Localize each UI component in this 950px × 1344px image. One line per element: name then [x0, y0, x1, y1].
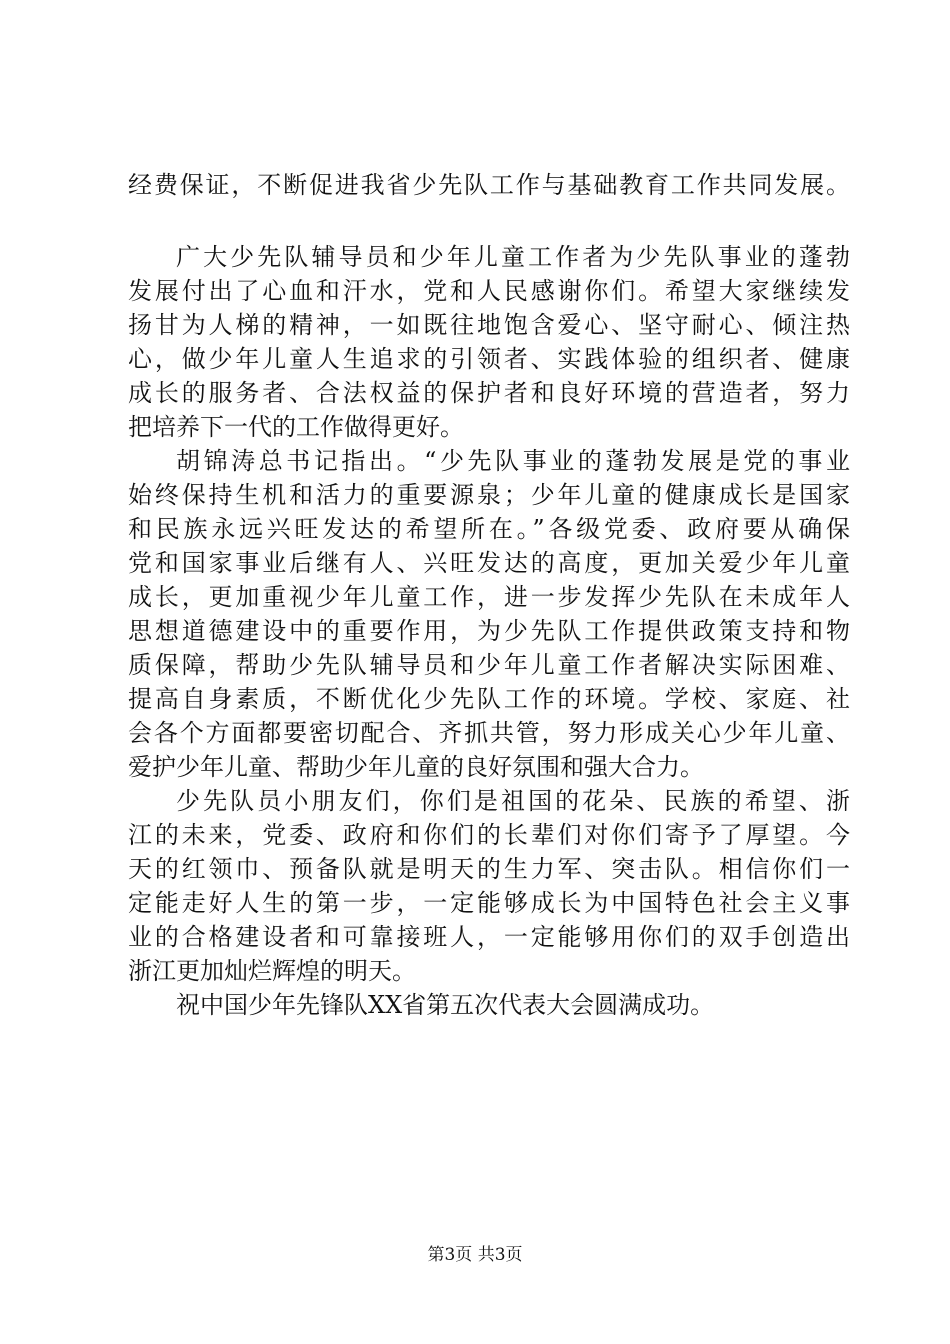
text-line: 业的合格建设者和可靠接班人，一定能够用你们的双手创造出: [128, 923, 850, 951]
text-line: 经费保证，不断促进我省少先队工作与基础教育工作共同发展。: [128, 171, 850, 199]
text-line: 思想道德建设中的重要作用，为少先队工作提供政策支持和物: [128, 617, 850, 645]
text-line: 成长，更加重视少年儿童工作，进一步发挥少先队在未成年人: [128, 583, 850, 611]
text-line: 定能走好人生的第一步，一定能够成长为中国特色社会主义事: [128, 889, 850, 917]
text-line: 会各个方面都要密切配合、齐抓共管，努力形成关心少年儿童、: [128, 719, 850, 747]
text-line: 祝中国少年先锋队XX省第五次代表大会圆满成功。: [176, 991, 715, 1019]
text-line: 广大少先队辅导员和少年儿童工作者为少先队事业的蓬勃: [176, 243, 850, 271]
text-line: 少先队员小朋友们，你们是祖国的花朵、民族的希望、浙: [176, 787, 850, 815]
text-line: 质保障，帮助少先队辅导员和少年儿童工作者解决实际困难、: [128, 651, 850, 679]
paragraph-gap: [128, 202, 850, 240]
page-footer: 第3页 共3页: [427, 1245, 523, 1265]
text-line: 爱护少年儿童、帮助少年儿童的良好氛围和强大合力。: [128, 753, 704, 781]
text-line: 成长的服务者、合法权益的保护者和良好环境的营造者，努力: [128, 379, 850, 407]
text-line: 和民族永远兴旺发达的希望所在。”各级党委、政府要从确保: [128, 515, 850, 543]
text-line: 胡锦涛总书记指出。“少先队事业的蓬勃发展是党的事业: [176, 447, 850, 475]
text-line: 始终保持生机和活力的重要源泉；少年儿童的健康成长是国家: [128, 481, 850, 509]
text-line: 发展付出了心血和汗水，党和人民感谢你们。希望大家继续发: [128, 277, 850, 305]
text-line: 天的红领巾、预备队就是明天的生力军、突击队。相信你们一: [128, 855, 850, 883]
text-line: 党和国家事业后继有人、兴旺发达的高度，更加关爱少年儿童: [128, 549, 850, 577]
text-line: 心，做少年儿童人生追求的引领者、实践体验的组织者、健康: [128, 345, 850, 373]
text-line: 浙江更加灿烂辉煌的明天。: [128, 957, 416, 985]
text-line: 提高自身素质，不断优化少先队工作的环境。学校、家庭、社: [128, 685, 850, 713]
text-line: 把培养下一代的工作做得更好。: [128, 413, 464, 441]
text-line: 江的未来，党委、政府和你们的长辈们对你们寄予了厚望。今: [128, 821, 850, 849]
text-line: 扬甘为人梯的精神，一如既往地饱含爱心、坚守耐心、倾注热: [128, 311, 850, 339]
body-text: [128, 168, 850, 1022]
